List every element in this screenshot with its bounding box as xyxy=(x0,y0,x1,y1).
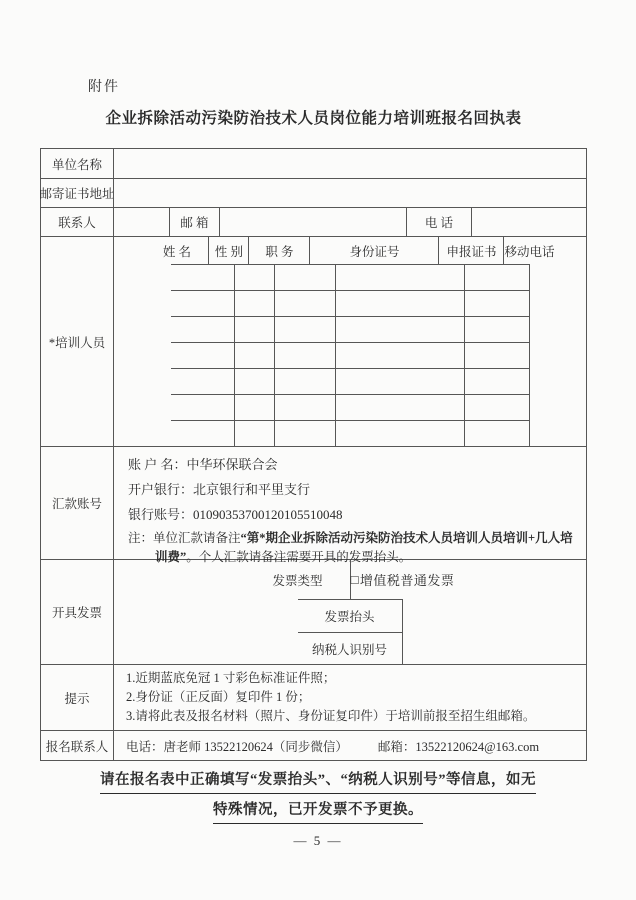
trainee-cell-empty xyxy=(171,369,234,394)
trainee-cell-empty xyxy=(529,421,530,446)
invoice-type-option-label: 增值税普通发票 xyxy=(359,573,455,588)
trainee-cell-empty xyxy=(274,421,335,446)
trainee-empty-row xyxy=(171,420,530,446)
row-trainees xyxy=(41,236,586,446)
registration-contact-label: 报名联系人 xyxy=(45,739,109,754)
trainee-cell-empty xyxy=(529,369,530,394)
trainee-cell-empty xyxy=(335,421,464,446)
row-mailing-address xyxy=(41,178,586,207)
registration-contact-details xyxy=(113,731,586,760)
trainee-cell-empty xyxy=(464,421,529,446)
invoice-title-value-cell xyxy=(402,600,403,632)
trainee-cell-empty xyxy=(529,343,530,368)
trainee-cell-empty xyxy=(464,317,529,342)
invoice-type-row xyxy=(246,560,455,599)
tax-id-label: 纳税人识别号 xyxy=(311,642,387,657)
col-header-sex: 性 别 xyxy=(208,237,248,264)
trainee-cell-empty xyxy=(464,291,529,316)
email-label: 邮 箱 xyxy=(169,208,219,236)
row-invoice xyxy=(41,559,586,664)
trainee-cell-empty xyxy=(274,291,335,316)
email-value-cell xyxy=(219,208,406,236)
unit-name-label: 单位名称 xyxy=(51,157,102,172)
trainee-cell-empty xyxy=(464,343,529,368)
tax-id-value-cell xyxy=(402,633,403,664)
trainee-cell-empty xyxy=(529,291,530,316)
contact-value-cell xyxy=(113,208,169,236)
trainee-cell-empty xyxy=(335,369,464,394)
invoice-type-option xyxy=(350,560,455,599)
invoice-title-label: 发票抬头 xyxy=(324,610,375,624)
contact-label: 联系人 xyxy=(58,216,96,230)
col-header-certificate: 申报证书 xyxy=(438,237,503,264)
trainee-cell-empty xyxy=(234,395,274,420)
attachment-label: 附件 xyxy=(88,80,120,95)
trainee-cell-empty xyxy=(464,369,529,394)
footer-notice-line1: 请在报名表中正确填写“发票抬头”、“纳税人识别号”等信息，如无 xyxy=(0,768,636,794)
trainee-empty-row xyxy=(171,368,530,394)
trainee-empty-row xyxy=(171,342,530,368)
trainee-cell-empty xyxy=(274,317,335,342)
tips-list xyxy=(113,665,586,730)
invoice-subtable xyxy=(113,560,586,664)
row-contact xyxy=(41,207,586,236)
trainee-cell-empty xyxy=(335,265,464,290)
page-number: — 5 — xyxy=(293,833,343,848)
col-header-name: 姓 名 xyxy=(162,244,192,259)
trainee-cell-empty xyxy=(335,343,464,368)
trainee-cell-empty xyxy=(234,265,274,290)
remittance-details xyxy=(113,447,586,564)
remittance-label: 汇款账号 xyxy=(51,497,102,511)
mailing-address-label: 邮寄证书地址 xyxy=(39,187,115,201)
trainee-cell-empty xyxy=(171,265,234,290)
remittance-account-number: 银行账号：01090353700120105510048 xyxy=(128,507,343,522)
trainee-cell-empty xyxy=(234,421,274,446)
trainee-cell-empty xyxy=(335,317,464,342)
row-tips xyxy=(41,664,586,730)
trainees-label: *培训人员 xyxy=(48,335,106,350)
trainee-cell-empty xyxy=(171,395,234,420)
trainee-cell-empty xyxy=(464,265,529,290)
tip-item: 1.近期蓝底免冠 1 寸彩色标准证件照； xyxy=(126,671,336,685)
document-title: 企业拆除活动污染防治技术人员岗位能力培训班报名回执表 xyxy=(105,110,522,127)
trainee-cell-empty xyxy=(234,369,274,394)
col-header-job: 职 务 xyxy=(248,237,309,264)
unit-name-value-cell xyxy=(113,149,586,178)
trainee-cell-empty xyxy=(464,395,529,420)
trainee-cell-empty xyxy=(171,317,234,342)
trainee-cell-empty xyxy=(234,343,274,368)
row-unit-name xyxy=(41,149,586,178)
trainee-cell-empty xyxy=(335,395,464,420)
trainee-cell-empty xyxy=(171,421,234,446)
remittance-note-bold: “第*期企业拆除活动污染防治技术人员培训人员培训+几人培训费” xyxy=(155,531,573,564)
trainee-cell-empty xyxy=(335,291,464,316)
trainees-header-row xyxy=(145,237,554,264)
footer-notice-line2: 特殊情况，已开发票不予更换。 xyxy=(0,798,636,824)
phone-value-cell xyxy=(471,208,586,236)
remittance-note-prefix: 注：单位汇款请备注 xyxy=(128,531,241,545)
tip-item: 2.身份证（正反面）复印件 1 份； xyxy=(126,690,311,704)
invoice-tax-id-row xyxy=(298,632,403,664)
remittance-bank: 开户银行：北京银行和平里支行 xyxy=(128,482,311,497)
registration-contact-phone: 电话：唐老师 13522120624（同步微信） xyxy=(126,739,348,754)
col-header-id-number: 身份证号 xyxy=(309,237,438,264)
row-registration-contact xyxy=(41,730,586,760)
trainee-cell-empty xyxy=(274,265,335,290)
remittance-note-suffix: 。个人汇款请备注需要开具的发票抬头。 xyxy=(186,550,412,564)
trainee-empty-row xyxy=(171,394,530,420)
checkbox-icon: □ xyxy=(350,571,359,587)
remittance-account-name: 账 户 名：中华环保联合会 xyxy=(128,457,278,472)
tip-item: 3.请将此表及报名材料（照片、身份证复印件）于培训前报至招生组邮箱。 xyxy=(126,709,536,723)
trainee-cell-empty xyxy=(274,343,335,368)
trainee-cell-empty xyxy=(529,395,530,420)
trainee-cell-empty xyxy=(274,395,335,420)
trainee-cell-empty xyxy=(529,317,530,342)
invoice-label: 开具发票 xyxy=(51,606,102,620)
trainee-cell-empty xyxy=(274,369,335,394)
registration-form-table xyxy=(40,148,587,761)
invoice-type-label: 发票类型 xyxy=(272,573,323,588)
trainee-empty-row xyxy=(171,316,530,342)
invoice-title-row xyxy=(298,599,403,632)
tips-label: 提示 xyxy=(64,691,90,706)
trainee-cell-empty xyxy=(529,265,530,290)
trainee-empty-row xyxy=(171,264,530,290)
phone-label: 电 话 xyxy=(406,208,471,236)
trainees-subtable xyxy=(113,237,586,446)
col-header-mobile: 移动电话 xyxy=(503,237,554,264)
trainee-cell-empty xyxy=(234,291,274,316)
mailing-address-value-cell xyxy=(113,179,586,207)
trainee-cell-empty xyxy=(234,317,274,342)
registration-contact-email: 邮箱：13522120624@163.com xyxy=(377,739,540,754)
row-remittance xyxy=(41,446,586,564)
trainee-cell-empty xyxy=(171,343,234,368)
trainee-cell-empty xyxy=(171,291,234,316)
trainee-empty-row xyxy=(171,290,530,316)
